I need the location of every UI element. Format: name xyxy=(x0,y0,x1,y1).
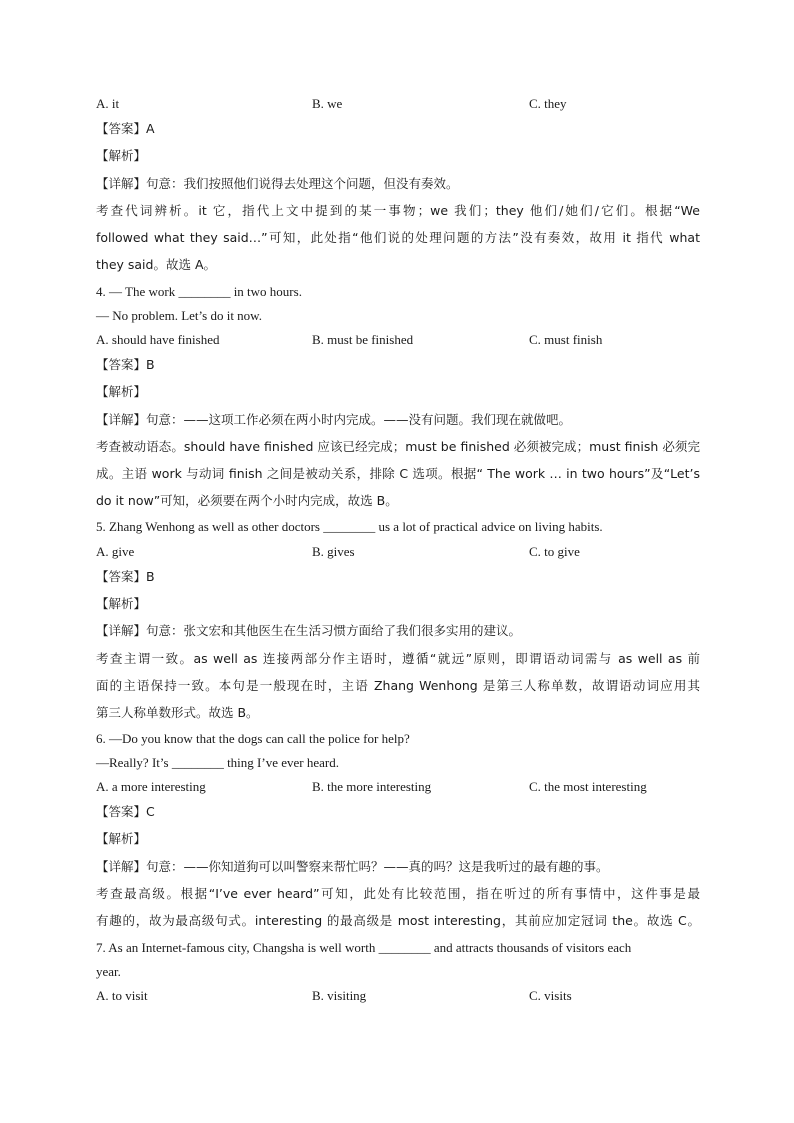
q7-option-b: B. visiting xyxy=(312,988,367,1003)
q3-explanation-line2: followed what they said…”可知，此处指“他们说的处理问题的方法”没有奏效，故用 it 指代 what xyxy=(96,230,700,245)
q5-answer: 【答案】B xyxy=(96,569,155,584)
q4-analysis-label: 解析 xyxy=(108,384,134,399)
q4-option-a: A. should have finished xyxy=(96,332,220,347)
q6-analysis-heading: 【解析】 xyxy=(96,831,147,846)
q7-option-c: C. visits xyxy=(529,988,572,1003)
q5-detail: 【详解】句意：张文宏和其他医生在生活习惯方面给了我们很多实用的建议。 xyxy=(96,623,522,638)
q7-stem-line2: year. xyxy=(96,964,121,979)
q4-explanation-line3: do it now”可知，必须要在两个小时内完成，故选 B。 xyxy=(96,493,398,508)
q4-stem-line1: 4. — The work ________ in two hours. xyxy=(96,284,302,299)
q6-analysis-label: 解析 xyxy=(108,831,134,846)
q5-option-c: C. to give xyxy=(529,544,580,559)
q5-stem-line1: 5. Zhang Wenhong as well as other doctors ________ us a lot of practical advice on living habits. xyxy=(96,519,603,534)
q4-answer: 【答案】B xyxy=(96,357,155,372)
q6-explanation-line1: 考查最高级。根据“I’ve ever heard”可知，此处有比较范围，指在听过的所有事情中，这件事是最 xyxy=(96,886,700,901)
q4-stem-line2: — No problem. Let’s do it now. xyxy=(96,308,262,323)
q4-explanation-line1: 考查被动语态。should have finished 应该已经完成；must be finished 必须被完成；must finish 必须完 xyxy=(96,439,700,454)
q3-analysis-heading: 【解析】 xyxy=(96,148,147,163)
q6-explanation-line2: 有趣的，故为最高级句式。interesting 的最高级是 most interesting，其前应加定冠词 the。故选 C。 xyxy=(96,913,700,928)
q5-explanation-line2: 面的主语保持一致。本句是一般现在时，主语 Zhang Wenhong 是第三人称单数，故谓语动词应用其 xyxy=(96,678,700,693)
q3-answer: 【答案】A xyxy=(96,121,155,136)
q5-analysis-label: 解析 xyxy=(108,596,134,611)
q5-explanation-line1: 考查主谓一致。as well as 连接两部分作主语时，遵循“就远”原则，即谓语动词需与 as well as 前 xyxy=(96,651,700,666)
q5-option-b: B. gives xyxy=(312,544,355,559)
q6-detail: 【详解】句意：——你知道狗可以叫警察来帮忙吗？——真的吗？这是我听过的最有趣的事。 xyxy=(96,859,609,874)
q7-stem-line1: 7. As an Internet-famous city, Changsha is well worth ________ and attracts thousands of visitors each xyxy=(96,940,632,955)
q4-explanation-line2: 成。主语 work 与动词 finish 之间是被动关系，排除 C 选项。根据“ The work … in two hours”及“Let’s xyxy=(96,466,700,481)
q3-option-b: B. we xyxy=(312,96,343,111)
q3-explanation-line3: they said。故选 A。 xyxy=(96,257,216,272)
q6-stem-line2: —Really? It’s ________ thing I’ve ever heard. xyxy=(96,755,339,770)
q4-option-c: C. must finish xyxy=(529,332,603,347)
q3-analysis-label: 解析 xyxy=(108,148,134,163)
q3-explanation-line1: 考查代词辨析。it 它，指代上文中提到的某一事物；we 我们；they 他们/她们/它们。根据“We xyxy=(96,203,700,218)
q5-explanation-line3: 第三人称单数形式。故选 B。 xyxy=(96,705,259,720)
q4-analysis-heading: 【解析】 xyxy=(96,384,147,399)
q4-detail: 【详解】句意：——这项工作必须在两小时内完成。——没有问题。我们现在就做吧。 xyxy=(96,412,572,427)
q6-option-b: B. the more interesting xyxy=(312,779,432,794)
q6-option-c: C. the most interesting xyxy=(529,779,647,794)
q6-option-a: A. a more interesting xyxy=(96,779,206,794)
q3-detail: 【详解】句意：我们按照他们说得去处理这个问题，但没有奏效。 xyxy=(96,176,459,191)
q4-option-b: B. must be finished xyxy=(312,332,414,347)
q5-analysis-heading: 【解析】 xyxy=(96,596,147,611)
q3-option-c: C. they xyxy=(529,96,567,111)
q7-option-a: A. to visit xyxy=(96,988,148,1003)
q6-answer: 【答案】C xyxy=(96,804,155,819)
q3-option-a: A. it xyxy=(96,96,120,111)
q6-stem-line1: 6. —Do you know that the dogs can call the police for help? xyxy=(96,731,410,746)
q5-option-a: A. give xyxy=(96,544,135,559)
